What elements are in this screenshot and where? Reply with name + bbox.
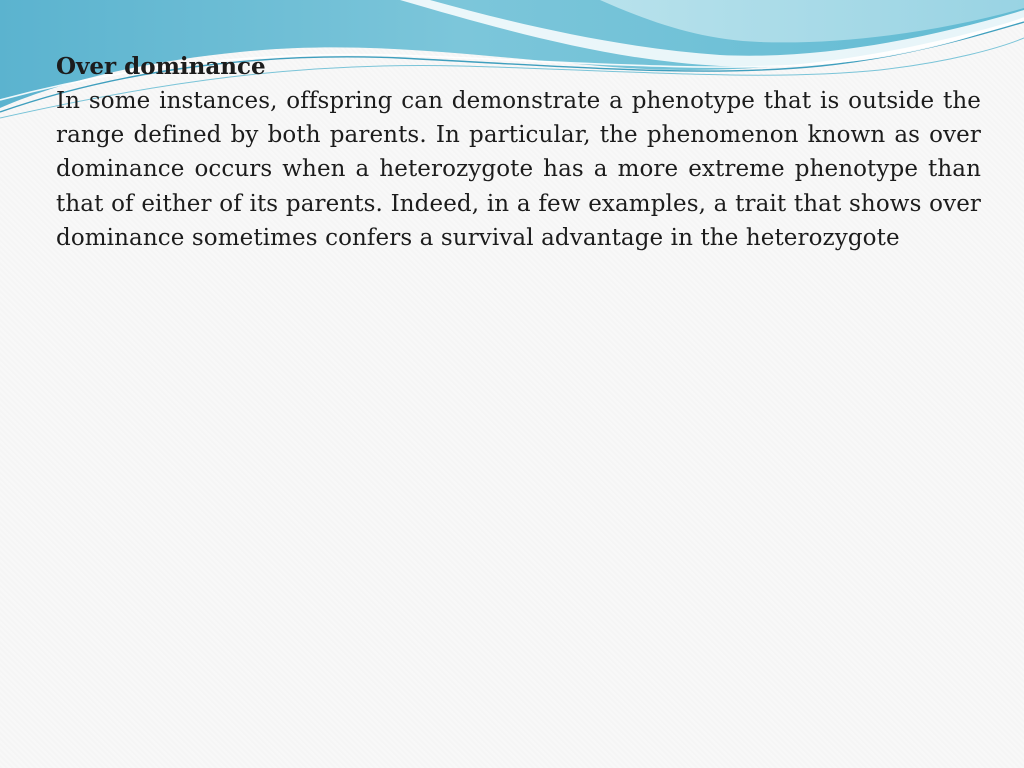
slide-heading: Over dominance (56, 53, 266, 80)
slide-paragraph: In some instances, offspring can demonstrate a phenotype that is outside the range defined by both parents. In particular, the phenomenon known as over dominance occurs when a heterozygote has a more extreme phenotype than that of either of its parents. Indeed, in a few examples, a trait that shows over dominance sometimes confers a survival advantage in the heterozygote (56, 88, 981, 251)
content-area (56, 50, 981, 255)
